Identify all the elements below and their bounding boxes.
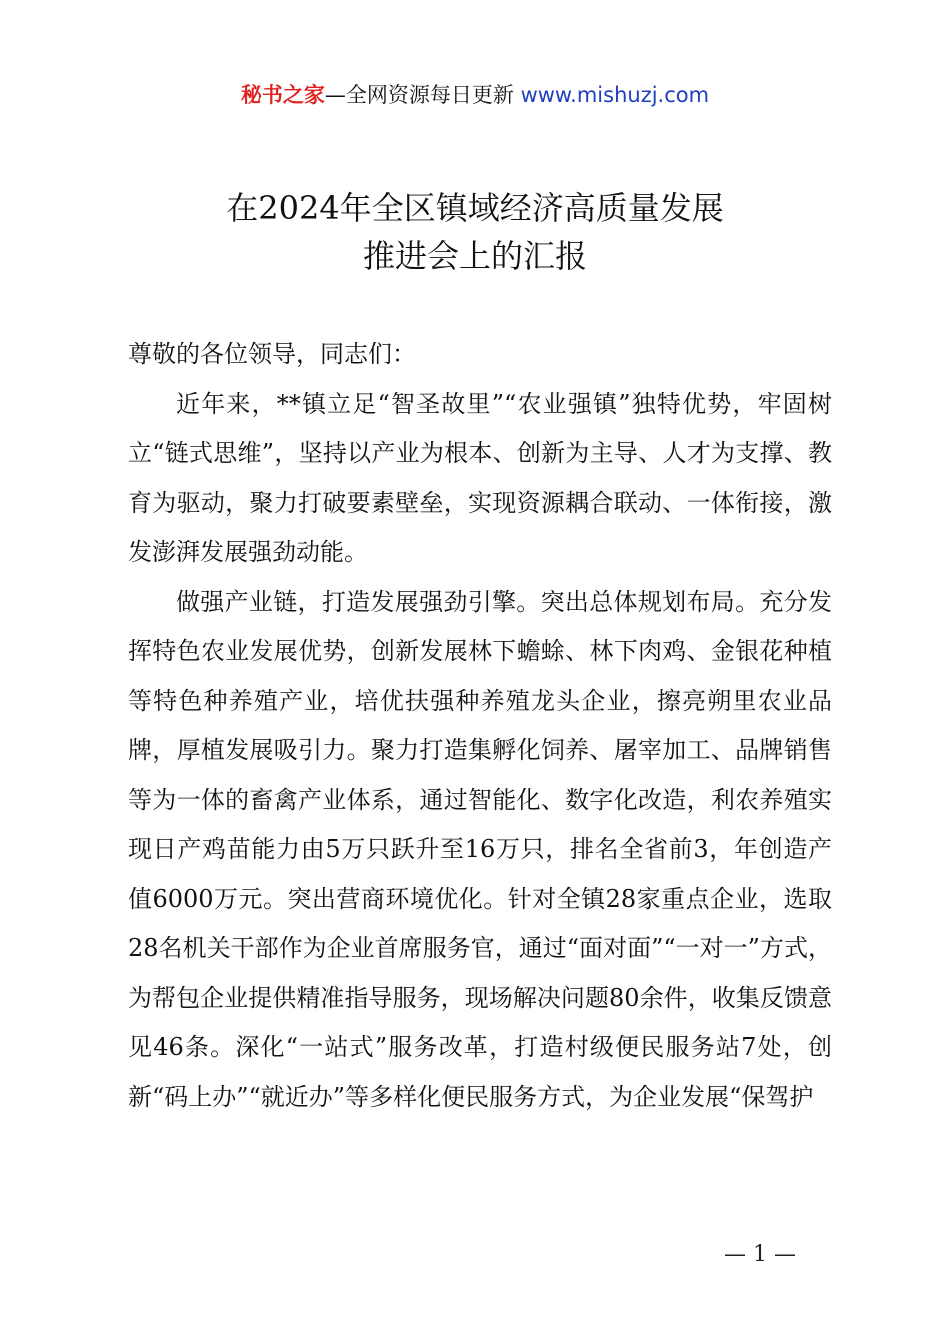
title-line-2: 推进会上的汇报 — [362, 237, 587, 275]
title-line-1: 在2024年全区镇域经济高质量发展 — [226, 189, 724, 227]
salutation: 尊敬的各位领导，同志们： — [128, 340, 416, 368]
paragraph-1: 近年来，**镇立足“智圣故里”“农业强镇”独特优势，牢固树立“链式思维”，坚持以产业为根本、创新为主导、人才为支撑、教育为驱动，聚力打破要素壁垒，实现资源耦合联动、一体衔接，激发澎湃发展强劲动能。 — [128, 389, 832, 566]
site-header — [0, 78, 950, 112]
site-slogan: —全网资源每日更新 — [324, 83, 521, 107]
site-brand: 秘书之家 — [240, 83, 325, 107]
document-body — [128, 330, 832, 1122]
paragraph-2: 做强产业链，打造发展强劲引擎。突出总体规划布局。充分发挥特色农业发展优势，创新发展林下蟾蜍、林下肉鸡、金银花种植等特色种养殖产业，培优扶强种养殖龙头企业，擦亮朔里农业品牌，厚植发展吸引力。聚力打造集孵化饲养、屠宰加工、品牌销售等为一体的畜禽产业体系，通过智能化、数字化改造，利农养殖实现日产鸡苗能力由5万只跃升至16万只，排名全省前3，年创造产值6000万元。突出营商环境优化。针对全镇28家重点企业，选取28名机关干部作为企业首席服务官，通过“面对面”“一对一”方式，为帮包企业提供精准指导服务，现场解决问题80余件，收集反馈意见46条。深化“一站式”服务改革，打造村级便民服务站7处，创新“码上办”“就近办”等多样化便民服务方式，为企业发展“保驾护 — [128, 587, 832, 1111]
document-title — [0, 184, 950, 280]
site-url-link[interactable]: www.mishuzj.com — [520, 83, 710, 107]
page-number: — 1 — — [724, 1242, 796, 1267]
